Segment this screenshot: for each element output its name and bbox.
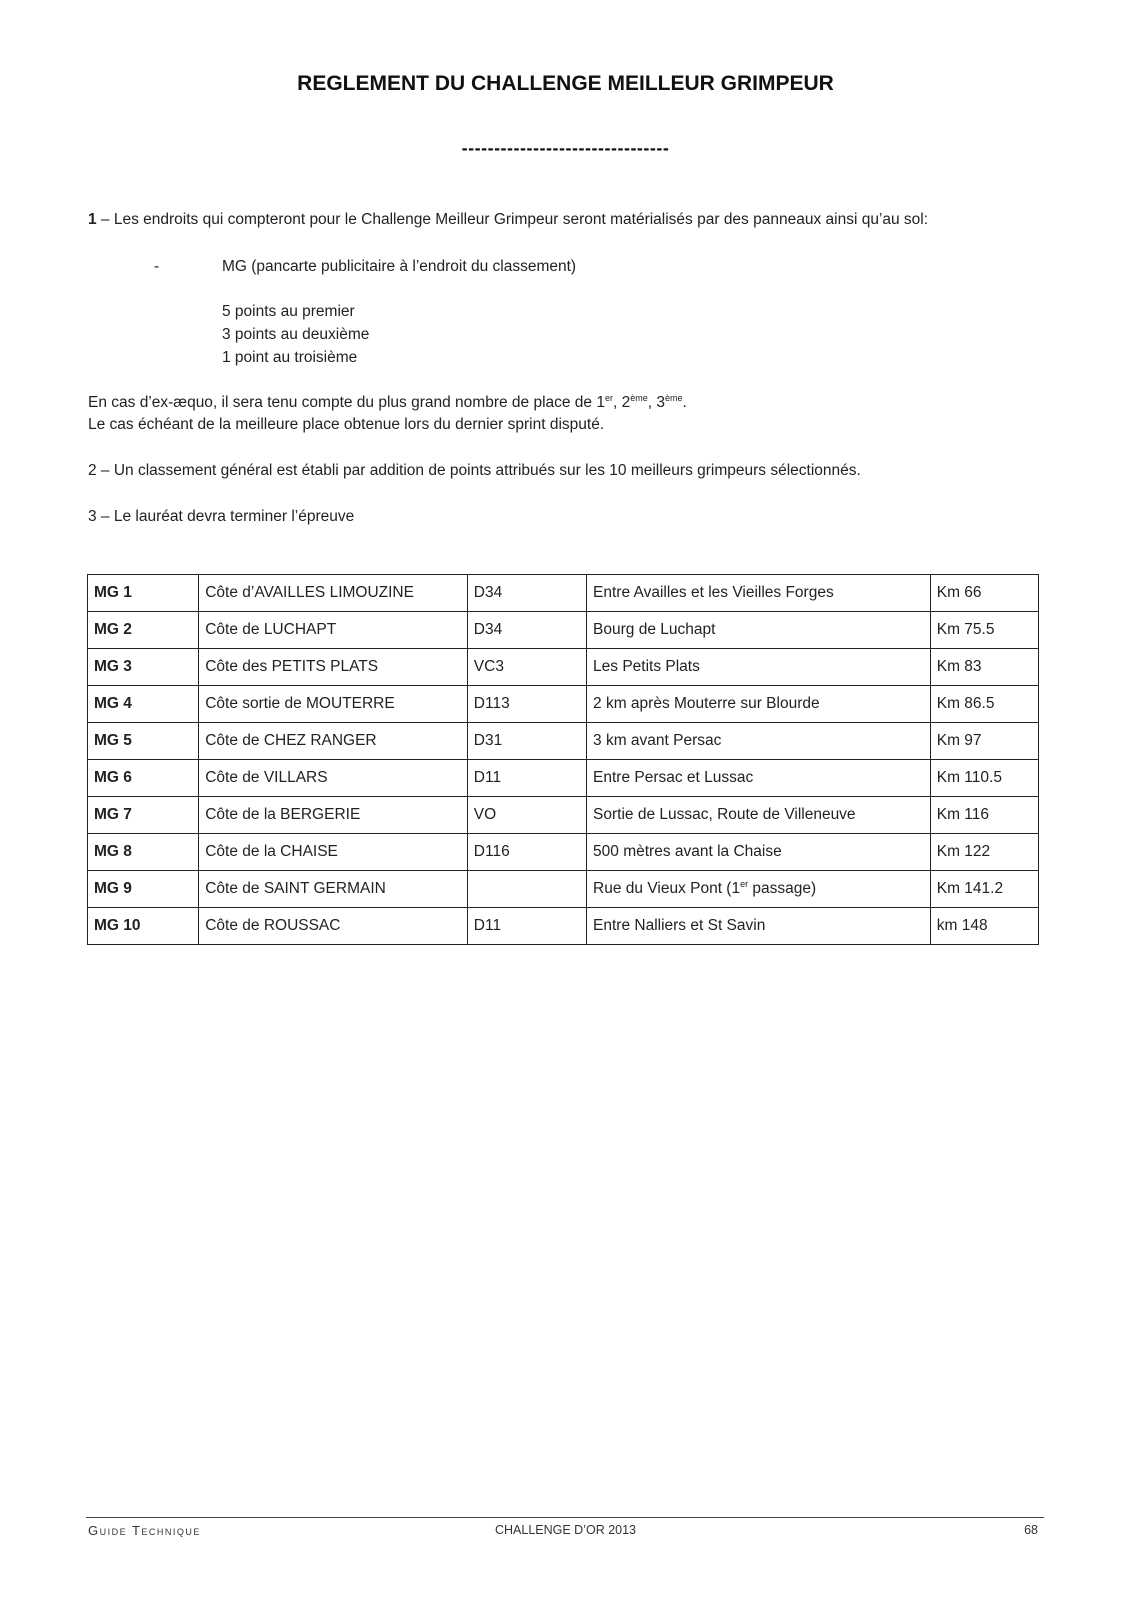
climb-location: Les Petits Plats bbox=[587, 649, 931, 686]
climb-km: Km 141.2 bbox=[930, 871, 1038, 908]
rule-2: 2 – Un classement général est établi par addition de points attribués sur les 10 meilleurs grimpeurs sélectionnés. bbox=[88, 462, 861, 479]
page-number: 68 bbox=[1024, 1523, 1038, 1537]
table-row bbox=[88, 797, 1039, 834]
climb-location: 500 mètres avant la Chaise bbox=[587, 834, 931, 871]
climb-location bbox=[587, 871, 931, 908]
climb-road: VO bbox=[467, 797, 586, 834]
climb-name: Côte de LUCHAPT bbox=[199, 612, 468, 649]
climb-road: D116 bbox=[467, 834, 586, 871]
climb-road: D34 bbox=[467, 575, 586, 612]
climb-road: D34 bbox=[467, 612, 586, 649]
climb-location: Entre Nalliers et St Savin bbox=[587, 908, 931, 945]
climb-road: VC3 bbox=[467, 649, 586, 686]
climb-road bbox=[467, 871, 586, 908]
tie-sep-1: , 2 bbox=[613, 394, 631, 411]
points-list bbox=[222, 301, 369, 370]
climbs-table bbox=[87, 574, 1039, 945]
points-first: 5 points au premier bbox=[222, 303, 355, 320]
climb-km: km 148 bbox=[930, 908, 1038, 945]
climb-name: Côte d’AVAILLES LIMOUZINE bbox=[199, 575, 468, 612]
climb-road: D31 bbox=[467, 723, 586, 760]
bullet-dash: - bbox=[154, 258, 160, 275]
climb-location-text: Rue du Vieux Pont (1 bbox=[593, 880, 741, 897]
climb-km: Km 75.5 bbox=[930, 612, 1038, 649]
page-title: REGLEMENT DU CHALLENGE MEILLEUR GRIMPEUR bbox=[297, 72, 834, 95]
table-row bbox=[88, 834, 1039, 871]
climb-id: MG 2 bbox=[88, 612, 199, 649]
bullet-text: MG (pancarte publicitaire à l’endroit du classement) bbox=[222, 258, 577, 275]
climb-km: Km 83 bbox=[930, 649, 1038, 686]
rule-1-number: 1 bbox=[88, 211, 97, 228]
climb-km: Km 110.5 bbox=[930, 760, 1038, 797]
climb-location: Entre Persac et Lussac bbox=[587, 760, 931, 797]
tie-sup-2: ème bbox=[630, 392, 648, 403]
climb-name: Côte de la CHAISE bbox=[199, 834, 468, 871]
climb-location: Bourg de Luchapt bbox=[587, 612, 931, 649]
table-row bbox=[88, 723, 1039, 760]
climb-km: Km 97 bbox=[930, 723, 1038, 760]
table-row bbox=[88, 871, 1039, 908]
tie-text: En cas d’ex-æquo, il sera tenu compte du plus grand nombre de place de 1 bbox=[88, 394, 605, 411]
climb-km: Km 86.5 bbox=[930, 686, 1038, 723]
table-row bbox=[88, 760, 1039, 797]
climb-location-sup: er bbox=[740, 878, 749, 889]
rule-1 bbox=[88, 209, 928, 231]
tie-sep-2: , 3 bbox=[647, 394, 665, 411]
climb-id: MG 6 bbox=[88, 760, 199, 797]
climb-id: MG 8 bbox=[88, 834, 199, 871]
rule-3: 3 – Le lauréat devra terminer l’épreuve bbox=[88, 508, 355, 525]
footer-left: Guide Technique bbox=[88, 1523, 201, 1538]
points-third: 1 point au troisième bbox=[222, 349, 358, 366]
climb-location: 3 km avant Persac bbox=[587, 723, 931, 760]
tie-rule bbox=[88, 392, 687, 436]
climb-name: Côte de ROUSSAC bbox=[199, 908, 468, 945]
table-row bbox=[88, 686, 1039, 723]
climb-road: D11 bbox=[467, 760, 586, 797]
tie-sup-1: er bbox=[604, 392, 613, 403]
points-second: 3 points au deuxième bbox=[222, 326, 370, 343]
climb-location-text-end: passage) bbox=[748, 880, 817, 897]
table-row bbox=[88, 612, 1039, 649]
table-row bbox=[88, 908, 1039, 945]
climb-id: MG 10 bbox=[88, 908, 199, 945]
climb-location: 2 km après Mouterre sur Blourde bbox=[587, 686, 931, 723]
tie-line-2: Le cas échéant de la meilleure place obtenue lors du dernier sprint disputé. bbox=[88, 416, 605, 433]
table-row bbox=[88, 649, 1039, 686]
climb-name: Côte sortie de MOUTERRE bbox=[199, 686, 468, 723]
climb-road: D113 bbox=[467, 686, 586, 723]
climb-name: Côte de VILLARS bbox=[199, 760, 468, 797]
climb-location: Sortie de Lussac, Route de Villeneuve bbox=[587, 797, 931, 834]
climb-road: D11 bbox=[467, 908, 586, 945]
climb-id: MG 1 bbox=[88, 575, 199, 612]
table-row bbox=[88, 575, 1039, 612]
climb-id: MG 9 bbox=[88, 871, 199, 908]
climb-id: MG 3 bbox=[88, 649, 199, 686]
climb-location: Entre Availles et les Vieilles Forges bbox=[587, 575, 931, 612]
climb-km: Km 116 bbox=[930, 797, 1038, 834]
climb-id: MG 7 bbox=[88, 797, 199, 834]
tie-line-1 bbox=[88, 392, 687, 414]
climb-name: Côte de la BERGERIE bbox=[199, 797, 468, 834]
footer-divider bbox=[86, 1517, 1044, 1518]
footer-center: CHALLENGE D’OR 2013 bbox=[494, 1523, 637, 1537]
climb-km: Km 122 bbox=[930, 834, 1038, 871]
rule-1-text: – Les endroits qui compteront pour le Challenge Meilleur Grimpeur seront matérialisés par des panneaux ainsi qu’au sol: bbox=[96, 211, 929, 228]
climb-km: Km 66 bbox=[930, 575, 1038, 612]
climb-id: MG 5 bbox=[88, 723, 199, 760]
climb-name: Côte de SAINT GERMAIN bbox=[199, 871, 468, 908]
tie-sup-3: ème bbox=[664, 392, 683, 403]
tie-end: . bbox=[682, 394, 687, 411]
climb-name: Côte des PETITS PLATS bbox=[199, 649, 468, 686]
title-separator: -------------------------------- bbox=[461, 138, 670, 158]
climb-name: Côte de CHEZ RANGER bbox=[199, 723, 468, 760]
climb-id: MG 4 bbox=[88, 686, 199, 723]
